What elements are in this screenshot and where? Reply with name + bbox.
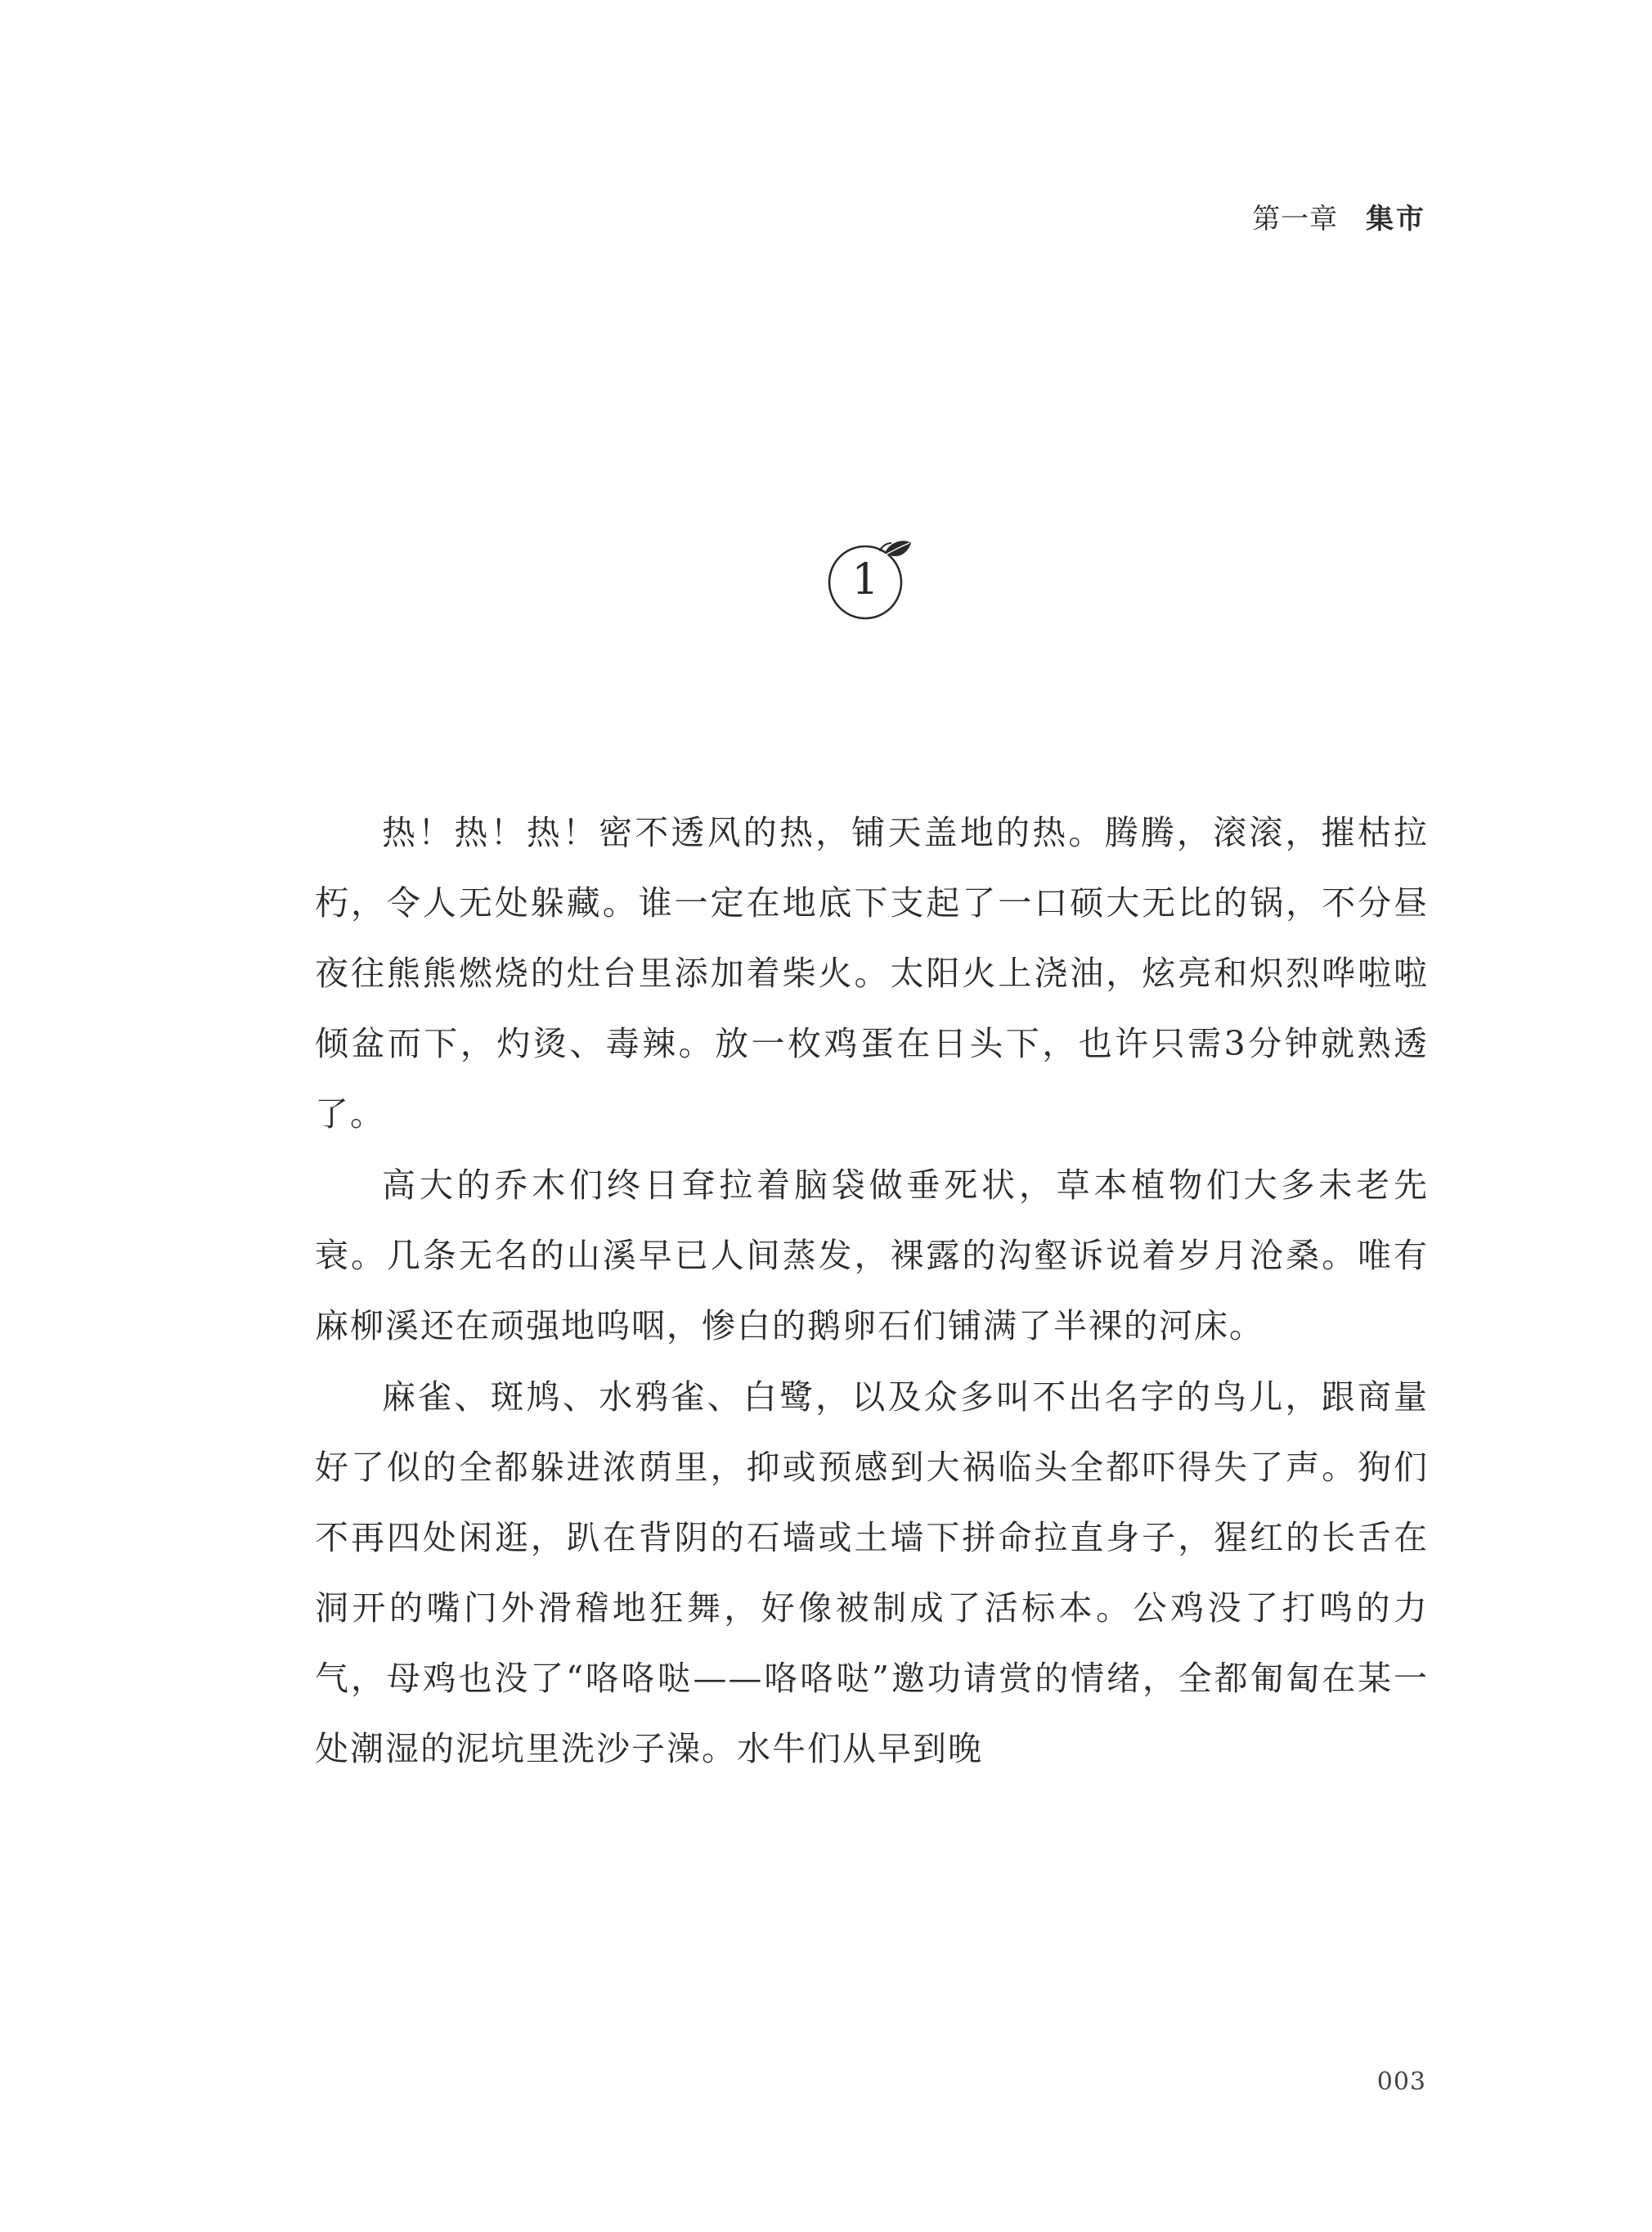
paragraph: 热！热！热！密不透风的热，铺天盖地的热。腾腾，滚滚，摧枯拉朽，令人无处躲藏。谁一定在地底下支起了一口硕大无比的锅，不分昼夜往熊熊燃烧的灶台里添加着柴火。太阳火上浇油，炫亮和炽烈哗啦啦倾盆而下，灼烫、毒辣。放一枚鸡蛋在日头下，也许只需3分钟就熟透了。 [315,813,1429,1134]
section-number-ornament [826,535,916,625]
paragraph: 麻雀、斑鸠、水鸦雀、白鹭，以及众多叫不出名字的鸟儿，跟商量好了似的全都躲进浓荫里，抑或预感到大祸临头全都吓得失了声。狗们不再四处闲逛，趴在背阴的石墙或土墙下拼命拉直身子，猩红的长舌在洞开的嘴门外滑稽地狂舞，好像被制成了活标本。公鸡没了打鸣的力气，母鸡也没了“咯咯哒——咯咯哒”邀功请赏的情绪，全都匍匐在某一处潮湿的泥坑里洗沙子澡。水牛们从早到晚 [315,1377,1429,1768]
chapter-label: 第一章 [1252,203,1339,236]
page-number: 003 [1376,2068,1426,2096]
running-header [1252,203,1426,236]
chapter-title: 集市 [1366,203,1426,236]
paragraph: 高大的乔木们终日耷拉着脑袋做垂死状，草本植物们大多未老先衰。几条无名的山溪早已人间蒸发，裸露的沟壑诉说着岁月沧桑。唯有麻柳溪还在顽强地呜咽，惨白的鹅卵石们铺满了半裸的河床。 [315,1165,1429,1345]
section-number: 1 [851,555,879,604]
body-text [315,797,1429,1785]
